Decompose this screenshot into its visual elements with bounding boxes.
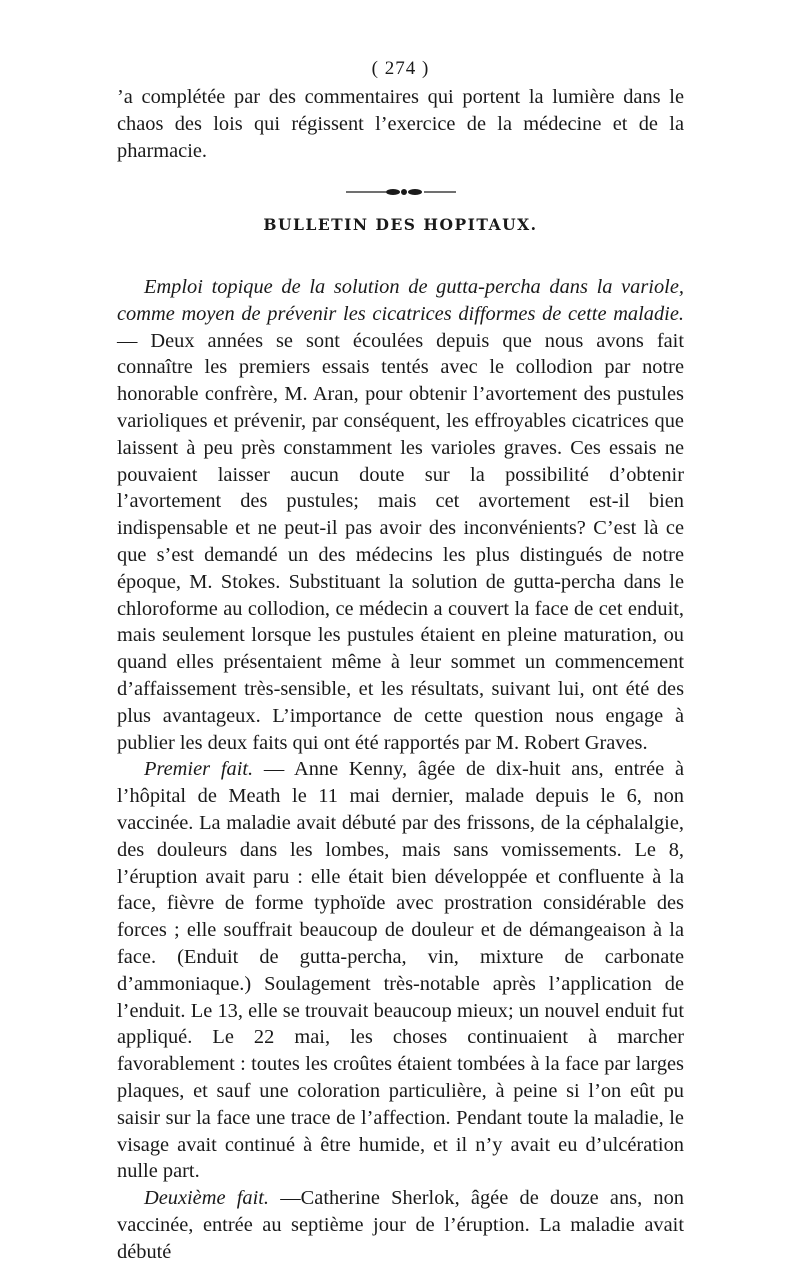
fact-two-label: Deuxième fait. [144, 1187, 270, 1210]
article-paragraph [117, 274, 684, 756]
intro-paragraph: ’a complétée par des commentaires qui portent la lumière dans le chaos des lois qui régissent l’exercice de la médecine et de la pharmacie. [117, 86, 684, 162]
divider-ornament-icon [346, 187, 456, 197]
fact-one-paragraph [117, 756, 684, 1185]
article-title: Emploi topique de la solution de gutta-percha dans la variole, comme moyen de prévenir les cicatrices difformes de cette maladie. [117, 276, 684, 325]
fact-two-paragraph [117, 1185, 684, 1265]
article-body-text: — Deux années se sont écoulées depuis que nous avons fait connaître les premiers essais tentés avec le collodion par notre honorable confrère, M. Aran, pour obtenir l’avortement des pustules varioliques et prévenir, par conséquent, les effroyables cicatrices que laissent à peu près constamment les varioles graves. Ces essais ne pouvaient laisser aucun doute sur la possibilité d’obtenir l’avortement des pustules; mais cet avortement est-il bien indispensable et ne peut-il pas avoir des inconvénients? C’est là ce que s’est demandé un des médecins les plus distingués de notre époque, M. Stokes. Substituant la solution de gutta-percha dans le chloroforme au collodion, ce médecin a couvert la face de cet enduit, mais seulement lorsque les pustules étaient en pleine maturation, ou quand elles présentaient même à leur sommet un commencement d’affaissement très-sensible, et les résultats, suivant lui, ont été des plus avantageux. L’importance de cette question nous engage à publier les deux faits qui ont été rapportés par M. Robert Graves. [117, 329, 684, 754]
book-page [117, 58, 684, 1265]
section-title: BULLETIN DES HOPITAUX. [263, 215, 538, 234]
fact-one-text: — Anne Kenny, âgée de dix-huit ans, entrée à l’hôpital de Meath le 11 mai dernier, malade depuis le 6, non vaccinée. La maladie avait débuté par des frissons, de la céphalalgie, des douleurs dans les lombes, mais sans vomissements. Le 8, l’éruption avait paru : elle était bien développée et confluente à la face, fièvre de forme typhoïde avec prostration considérable des forces ; elle souffrait beaucoup de douleur et de démangeaison à la face. (Enduit de gutta-percha, vin, mixture de carbonate d’ammoniaque.) Soulagement très-notable après l’application de l’enduit. Le 13, elle se trouvait beaucoup mieux; un nouvel enduit fut appliqué. Le 22 mai, les choses continuaient à marcher favorablement : toutes les croûtes étaient tombées à la face par larges plaques, et sauf une coloration particulière, à peine si l’on eût pu saisir sur la face une trace de l’affection. Pendant toute la maladie, le visage avait continué à être humide, et il n’y avait eu d’ulcération nulle part. [117, 758, 684, 1183]
page-number: ( 274 ) [371, 58, 430, 79]
fact-two-text: —Catherine Sherlok, âgée de douze ans, non vaccinée, entrée au septième jour de l’éruption. La maladie avait débuté [117, 1187, 684, 1263]
fact-one-label: Premier fait. [144, 758, 254, 781]
